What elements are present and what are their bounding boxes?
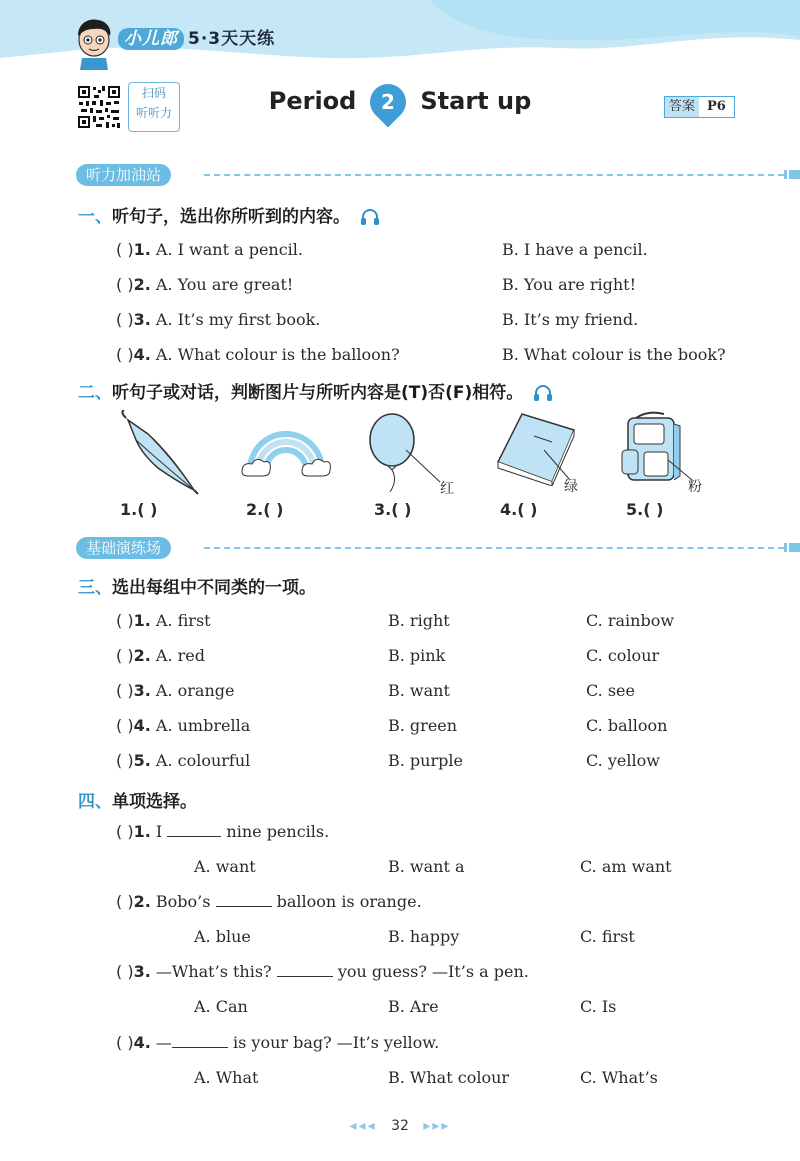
answer-bracket[interactable]: ( ) — [116, 611, 134, 630]
list-item: ( )1. A. first — [116, 611, 211, 630]
rainbow-icon — [240, 424, 332, 480]
umbrella-icon — [118, 410, 202, 496]
option-c: C. first — [580, 927, 635, 946]
page-footer — [0, 1118, 800, 1134]
period-word: Period — [268, 87, 357, 115]
answer-bracket[interactable]: ( ) — [116, 345, 134, 364]
list-item: ( )4. A. What colour is the balloon? — [116, 345, 400, 364]
section-tag: 基础演练场 — [76, 537, 171, 559]
option-c: C. Is — [580, 997, 617, 1016]
answer-bracket[interactable]: ( ) — [116, 751, 134, 770]
color-note-green: 绿 — [564, 479, 578, 495]
option-a: A. What — [194, 1068, 259, 1087]
pencil-icon — [784, 169, 800, 180]
list-item: ( )2. Bobo’s balloon is orange. — [116, 892, 422, 911]
option-c: C. What’s — [580, 1068, 658, 1087]
picture-answer-2[interactable]: 2.( ) — [246, 500, 284, 519]
option-a: A. want — [194, 857, 256, 876]
picture-answer-1[interactable]: 1.( ) — [120, 500, 158, 519]
option-b: B. green — [388, 716, 458, 735]
answer-bracket[interactable]: ( ) — [116, 1033, 134, 1052]
option-b: B. pink — [388, 646, 446, 665]
list-item: ( )2. A. You are great! — [116, 275, 294, 294]
list-item: ( )1. I nine pencils. — [116, 822, 330, 841]
answer-bracket[interactable]: ( ) — [116, 892, 134, 911]
option-b: B. What colour is the book? — [502, 345, 726, 364]
option-a: A. Can — [194, 997, 248, 1016]
dashed-divider — [204, 174, 784, 176]
question-3-heading: 三、选出每组中不同类的一项。 — [78, 578, 316, 598]
section-header-listening — [76, 164, 740, 186]
option-c: C. rainbow — [586, 611, 675, 630]
option-b: B. I have a pencil. — [502, 240, 648, 259]
answer-bracket[interactable]: ( ) — [116, 681, 134, 700]
list-item: ( )3. —What’s this? you guess? —It’s a pen. — [116, 962, 529, 981]
period-number-badge: 2 — [363, 77, 414, 128]
answer-label: 答案 — [665, 97, 699, 117]
period-title: Start up — [420, 87, 532, 115]
question-2-heading: 二、听句子或对话，判断图片与所听内容是(T)否(F)相符。 — [78, 378, 553, 403]
headphones-icon — [533, 384, 553, 402]
option-c: C. am want — [580, 857, 672, 876]
color-note-red: 红 — [440, 481, 454, 497]
list-item: ( )5. A. colourful — [116, 751, 251, 770]
list-item: ( )3. A. It’s my first book. — [116, 310, 321, 329]
option-c: C. see — [586, 681, 635, 700]
option-b: B. happy — [388, 927, 460, 946]
answer-bracket[interactable]: ( ) — [116, 310, 134, 329]
option-b: B. Are — [388, 997, 439, 1016]
option-b: B. You are right! — [502, 275, 637, 294]
answer-bracket[interactable]: ( ) — [116, 822, 134, 841]
answer-bracket[interactable]: ( ) — [116, 275, 134, 294]
picture-answer-4[interactable]: 4.( ) — [500, 500, 538, 519]
left-arrows-icon: ◂◂◂ — [349, 1118, 377, 1134]
fill-blank[interactable] — [172, 1033, 228, 1048]
qr-note-line1: 扫码 — [141, 86, 166, 100]
option-c: C. colour — [586, 646, 660, 665]
answer-page-badge — [664, 96, 735, 118]
question-4-heading: 四、单项选择。 — [78, 792, 197, 812]
option-b: B. right — [388, 611, 450, 630]
fill-blank[interactable] — [216, 892, 272, 907]
option-b: B. What colour — [388, 1068, 510, 1087]
list-item: ( )1. A. I want a pencil. — [116, 240, 303, 259]
picture-answer-5[interactable]: 5.( ) — [626, 500, 664, 519]
section-header-basics — [76, 537, 740, 559]
right-arrows-icon: ▸▸▸ — [423, 1118, 451, 1134]
answer-bracket[interactable]: ( ) — [116, 646, 134, 665]
color-note-pink: 粉 — [688, 479, 702, 495]
question-1-heading: 一、听句子，选出你所听到的内容。 — [78, 202, 380, 227]
fill-blank[interactable] — [277, 962, 333, 977]
list-item: ( )4. A. umbrella — [116, 716, 251, 735]
qr-note-line2: 听听力 — [135, 106, 172, 120]
headphones-icon — [360, 208, 380, 226]
option-a: A. blue — [194, 927, 251, 946]
option-c: C. yellow — [586, 751, 660, 770]
fill-blank[interactable] — [167, 822, 221, 837]
option-b: B. It’s my friend. — [502, 310, 639, 329]
option-b: B. purple — [388, 751, 463, 770]
list-item: ( )3. A. orange — [116, 681, 235, 700]
pencil-icon — [784, 542, 800, 553]
option-b: B. want a — [388, 857, 465, 876]
option-c: C. balloon — [586, 716, 668, 735]
picture-answer-3[interactable]: 3.( ) — [374, 500, 412, 519]
answer-bracket[interactable]: ( ) — [116, 240, 134, 259]
list-item: ( )2. A. red — [116, 646, 205, 665]
answer-bracket[interactable]: ( ) — [116, 716, 134, 735]
answer-bracket[interactable]: ( ) — [116, 962, 134, 981]
option-b: B. want — [388, 681, 450, 700]
page-number: 32 — [391, 1118, 409, 1134]
list-item: ( )4. — is your bag? —It’s yellow. — [116, 1033, 440, 1052]
answer-page: P6 — [707, 99, 726, 114]
mascot-boy-icon — [72, 16, 116, 70]
section-tag: 听力加油站 — [76, 164, 171, 186]
dashed-divider — [204, 547, 784, 549]
brand-title: 小儿郎 5·3天天练 — [118, 24, 275, 49]
book-icon — [494, 410, 584, 486]
